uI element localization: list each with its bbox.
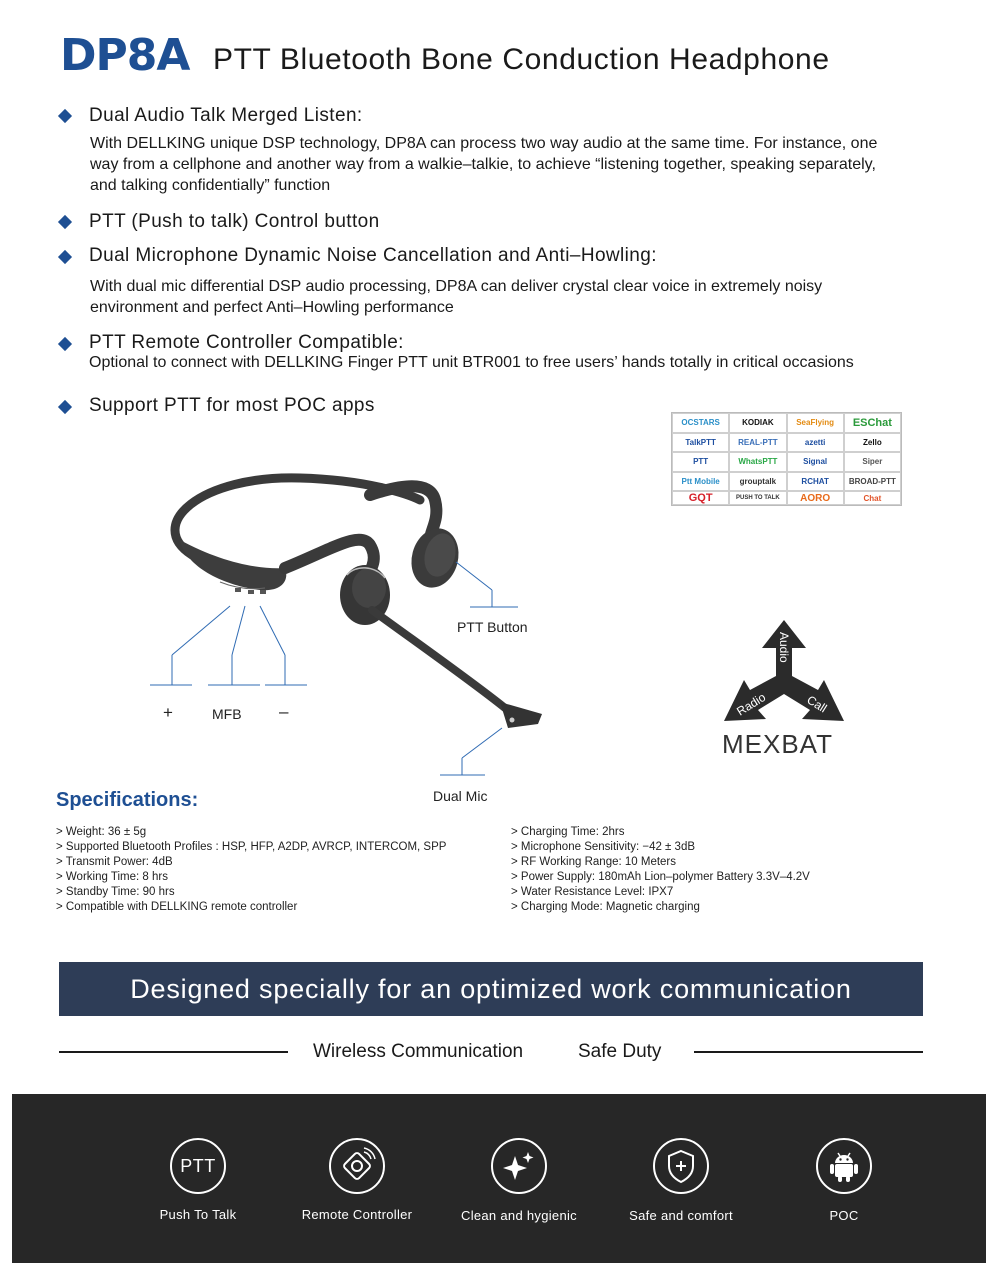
bullet-icon	[58, 250, 72, 264]
poc-logo: AORO	[787, 491, 844, 505]
poc-label: POC	[829, 1208, 859, 1223]
volume-down-label: –	[279, 702, 289, 721]
mexbat-logo	[722, 618, 846, 726]
spec-item: > RF Working Range: 10 Meters	[511, 856, 677, 868]
mexbat-radio-label: Radio	[734, 690, 769, 719]
poc-logo: KODIAK	[729, 413, 786, 433]
spec-item: > Charging Time: 2hrs	[511, 826, 625, 838]
slogan-text: Designed specially for an optimized work communication	[130, 974, 852, 1004]
mexbat-wordmark: MEXBAT	[722, 729, 833, 759]
feature-text: environment and perfect Anti–Howling performance	[90, 299, 454, 316]
spec-item: > Charging Mode: Magnetic charging	[511, 901, 700, 913]
poc-logo: BROAD-PTT	[844, 472, 901, 492]
ptt-button-label: PTT Button	[457, 619, 528, 635]
feature-heading: Dual Microphone Dynamic Noise Cancellation and Anti–Howling:	[89, 245, 657, 266]
bullet-icon	[58, 215, 72, 229]
poc-logo: REAL-PTT	[729, 433, 786, 453]
feature-text: With DELLKING unique DSP technology, DP8A can process two way audio at the same time. For instance, one	[90, 135, 878, 152]
spec-item: > Standby Time: 90 hrs	[56, 886, 175, 898]
bullet-icon	[58, 400, 72, 414]
spec-item: > Microphone Sensitivity: −42 ± 3dB	[511, 841, 696, 853]
poc-logo: azetti	[787, 433, 844, 453]
sparkle-icon	[491, 1138, 547, 1194]
feature-text: way from a cellphone and another way from a walkie–talkie, to achieve “listening together, speaking separately,	[90, 156, 876, 173]
poc-logo: TalkPTT	[672, 433, 729, 453]
spec-item: > Power Supply: 180mAh Lion–polymer Battery 3.3V–4.2V	[511, 871, 810, 883]
poc-logo: PTT	[672, 452, 729, 472]
poc-logo: Siper	[844, 452, 901, 472]
model-name: DP8A	[60, 30, 190, 81]
spec-list-left	[56, 825, 446, 915]
poc-logo: WhatsPTT	[729, 452, 786, 472]
poc-logo: ESChat	[844, 413, 901, 433]
ptt-icon-text: PTT	[180, 1155, 216, 1176]
poc-logo: Zello	[844, 433, 901, 453]
poc-logo: GQT	[672, 491, 729, 505]
android-icon	[816, 1138, 872, 1194]
mfb-label: MFB	[212, 706, 242, 722]
wireless-communication-label: Wireless Communication	[313, 1041, 524, 1062]
feature-text: With dual mic differential DSP audio processing, DP8A can deliver crystal clear voice in extremely noisy	[90, 278, 823, 295]
dual-mic-label: Dual Mic	[433, 788, 488, 804]
poc-logo: Chat	[844, 491, 901, 505]
clean-hygienic-label: Clean and hygienic	[461, 1208, 577, 1223]
spec-item: > Supported Bluetooth Profiles : HSP, HFP, A2DP, AVRCP, INTERCOM, SPP	[56, 841, 447, 853]
poc-logo: Signal	[787, 452, 844, 472]
safe-duty-label: Safe Duty	[578, 1041, 662, 1062]
product-title: PTT Bluetooth Bone Conduction Headphone	[213, 43, 830, 76]
spec-item: > Compatible with DELLKING remote controller	[56, 901, 298, 913]
feature-heading: Dual Audio Talk Merged Listen:	[89, 105, 363, 126]
poc-logo: OCSTARS	[672, 413, 729, 433]
divider-line	[694, 1051, 923, 1053]
bullet-icon	[58, 109, 72, 123]
feature-heading: PTT Remote Controller Compatible:	[89, 332, 404, 353]
spec-item: > Water Resistance Level: IPX7	[511, 886, 674, 898]
spec-list-right	[511, 825, 810, 915]
spec-item: > Weight: 36 ± 5g	[56, 826, 147, 838]
poc-logo: grouptalk	[729, 472, 786, 492]
remote-controller-icon	[329, 1138, 385, 1194]
feature-heading: PTT (Push to talk) Control button	[89, 211, 380, 232]
specifications-title: Specifications:	[56, 789, 199, 811]
mexbat-audio-label: Audio	[777, 632, 791, 663]
spec-item: > Working Time: 8 hrs	[56, 871, 168, 883]
feature-heading: Support PTT for most POC apps	[89, 395, 375, 416]
poc-logo: PUSH TO TALK	[729, 491, 786, 505]
poc-logo-grid	[671, 412, 902, 506]
mexbat-call-label: Call	[804, 692, 830, 716]
feature-text: Optional to connect with DELLKING Finger PTT unit BTR001 to free users’ hands totally in critical occasions	[89, 354, 854, 371]
safe-comfort-label: Safe and comfort	[629, 1208, 733, 1223]
poc-logo: RCHAT	[787, 472, 844, 492]
poc-logo: SeaFlying	[787, 413, 844, 433]
spec-item: > Transmit Power: 4dB	[56, 856, 173, 868]
remote-controller-label: Remote Controller	[301, 1207, 413, 1222]
bullet-icon	[58, 337, 72, 351]
volume-up-label: +	[163, 703, 173, 722]
shield-icon	[653, 1138, 709, 1194]
feature-text: and talking confidentially” function	[90, 177, 331, 194]
poc-logo: Ptt Mobile	[672, 472, 729, 492]
ptt-icon	[170, 1138, 226, 1194]
push-to-talk-label: Push To Talk	[159, 1207, 237, 1222]
divider-line	[59, 1051, 288, 1053]
